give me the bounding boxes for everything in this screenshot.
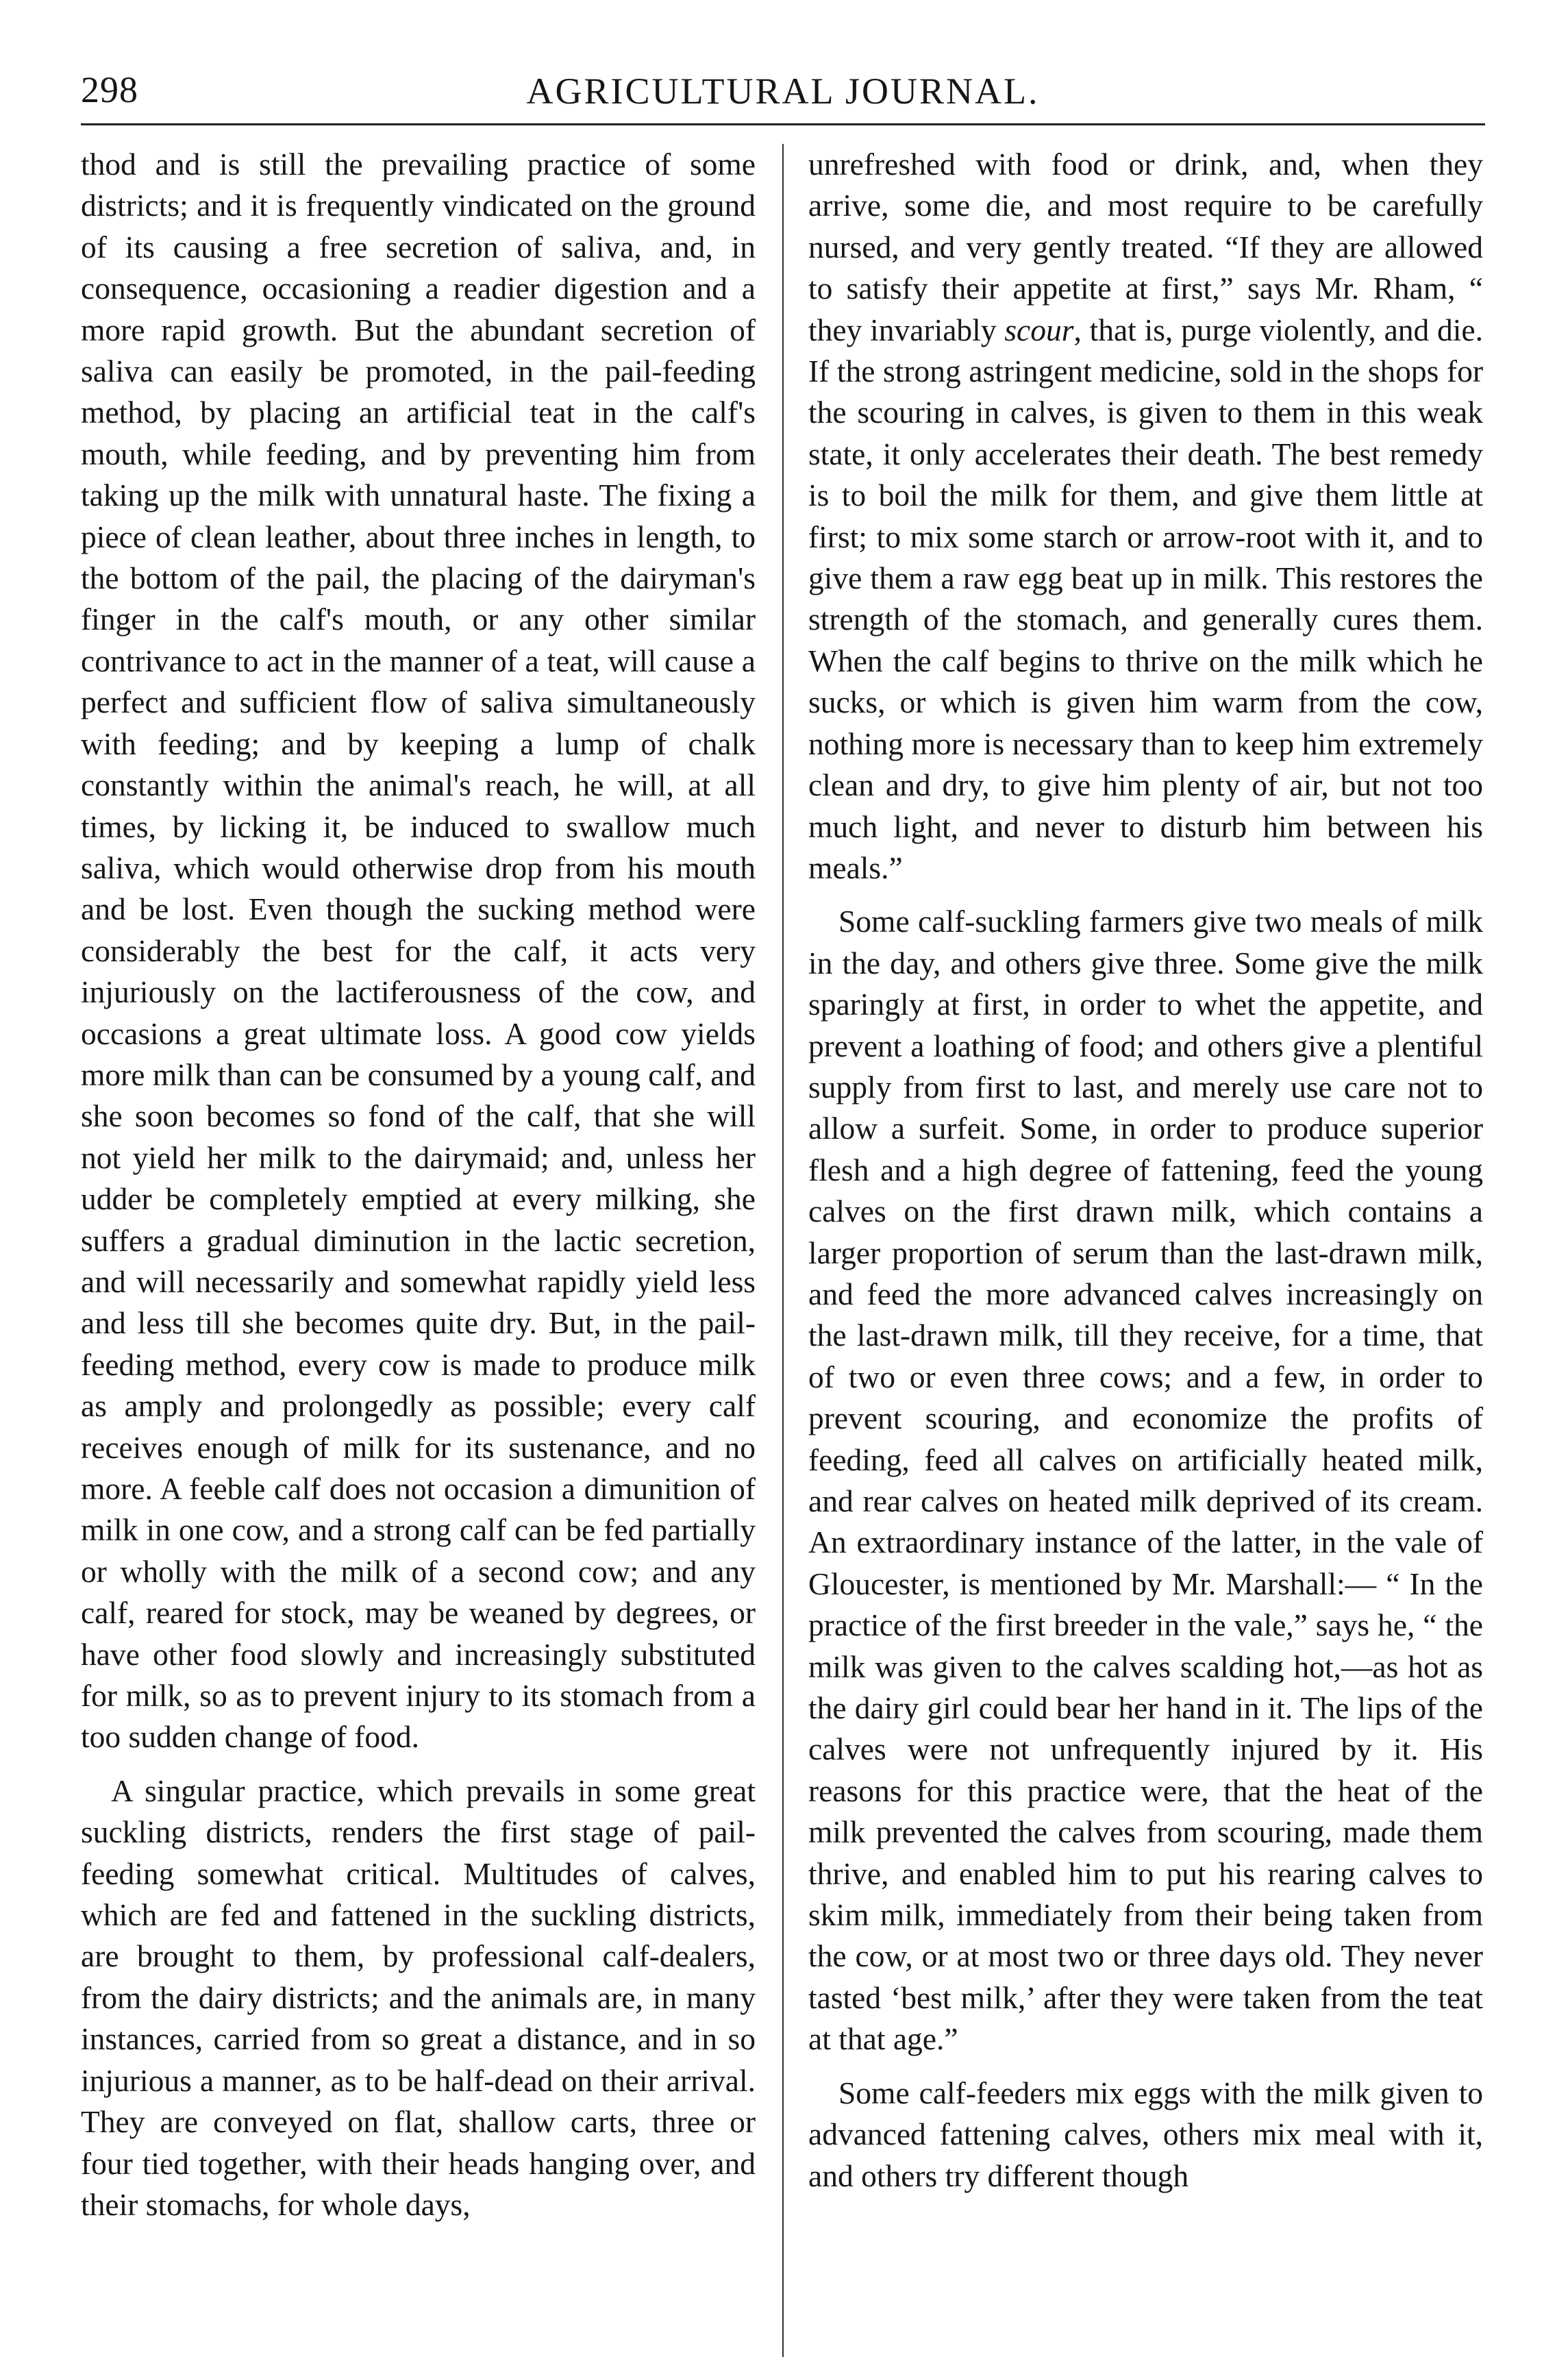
paragraph-text: unrefreshed with food or drink, and, when they arrive, some die, and most require to be carefully nursed, and very gently treated. “If they are allowed to satisfy their appetite at first,” says Mr. Rham, “ they invariably [808, 147, 1483, 347]
page-number: 298 [81, 69, 138, 110]
paragraph: Some calf-feeders mix eggs with the milk given to advanced fattening calves, others mix meal with it, and others try different though [808, 2075, 1483, 2193]
header-rule [81, 123, 1485, 125]
left-column [81, 144, 756, 2225]
paragraph: thod and is still the prevailing practice of some districts; and it is frequently vindicated on the ground of its causing a free secretion of saliva, and, in consequence, occasioning a readier digestion and a more rapid growth. But the abundant secretion of saliva can easily be promoted, in the pail-feeding method, by placing an artificial teat in the calf's mouth, while feeding, and by preventing him from taking up the milk with unnatural haste. The fixing a piece of clean leather, about three inches in length, to the bottom of the pail, the placing of the dairyman's finger in the calf's mouth, or any other similar contrivance to act in the manner of a teat, will cause a perfect and sufficient flow of saliva simultaneously with feeding; and by keeping a lump of chalk constantly within the animal's reach, he will, at all times, by licking it, be induced to swallow much saliva, which would otherwise drop from his mouth and be lost. Even though the sucking method were considerably the best for the calf, it acts very injuriously on the lactiferousness of the cow, and occasions a great ultimate loss. A good cow yields more milk than can be consumed by a young calf, and she soon becomes so fond of the calf, that she will not yield her milk to the dairymaid; and, unless her udder be completely emptied at every milking, she suffers a gradual diminution in the lactic secretion, and will necessarily and somewhat rapidly yield less and less till she becomes quite dry. But, in the pail-feeding method, every cow is made to produce milk as amply and prolongedly as possible; every calf receives enough of milk for its sustenance, and no more. A feeble calf does not occasion a dimunition of milk in one cow, and a strong calf can be fed partially or wholly with the milk of a second cow; and any calf, reared for stock, may be weaned by degrees, or have other food slowly and increasingly substituted for milk, so as to prevent injury to its stomach from a too sudden change of food. [81, 147, 756, 1755]
page-header [81, 55, 1485, 123]
right-column [808, 144, 1483, 2197]
paragraph: Some calf-suckling farmers give two meals of milk in the day, and others give three. Some give the milk sparingly at first, in order to whet the appetite, and prevent a loathing of food; and others give a plentiful supply from first to last, and merely use care not to allow a surfeit. Some, in order to produce superior flesh and a high degree of fattening, feed the young calves on the first drawn milk, which contains a larger proportion of serum than the last-drawn milk, and feed the more advanced calves increasingly on the last-drawn milk, till they receive, for a time, that of two or even three cows; and a few, in order to prevent scouring, and economize the profits of feeding, feed all calves on artificially heated milk, and rear calves on heated milk deprived of its cream. An extraordinary instance of the latter, in the vale of Gloucester, is mentioned by Mr. Marshall:— “ In the practice of the first breeder in the vale,” says he, “ the milk was given to the calves scalding hot,—as hot as the dairy girl could bear her hand in it. The lips of the calves were not unfrequently injured by it. His reasons for this practice were, that the heat of the milk prevented the calves from scouring, made them thrive, and enabled him to put his rearing calves to skim milk, immediately from their being taken from the cow, or at most two or three days old. They never tasted ‘best milk,’ after they were taken from the teat at that age.” [808, 904, 1483, 2057]
italic-term: scour [1004, 312, 1074, 347]
text-columns [81, 144, 1485, 2275]
running-title: AGRICULTURAL JOURNAL. [526, 71, 1040, 112]
paragraph [808, 144, 1483, 889]
paragraph-text: , that is, purge violently, and die. If the strong astringent medicine, sold in the shops for the scouring in calves, is given to them in this weak state, it only accelerates their death. The best remedy is to boil the milk for them, and give them little at first; to mix some starch or arrow-root with it, and to give them a raw egg beat up in milk. This restores the strength of the stomach, and generally cures them. When the calf begins to thrive on the milk which he sucks, or which is given him warm from the cow, nothing more is necessary than to keep him extremely clean and dry, to give him plenty of air, but not too much light, and never to disturb him between his meals.” [808, 312, 1483, 885]
paragraph: A singular practice, which prevails in some great suckling districts, renders the first stage of pail-feeding somewhat critical. Multitudes of calves, which are fed and fattened in the suckling districts, are brought to them, by professional calf-dealers, from the dairy districts; and the animals are, in many instances, carried from so great a distance, and in so injurious a manner, as to be half-dead on their arrival. They are conveyed on flat, shallow carts, three or four tied together, with their heads hanging over, and their stomachs, for whole days, [81, 1773, 756, 2222]
column-divider [782, 144, 784, 2357]
journal-page [81, 55, 1485, 2275]
